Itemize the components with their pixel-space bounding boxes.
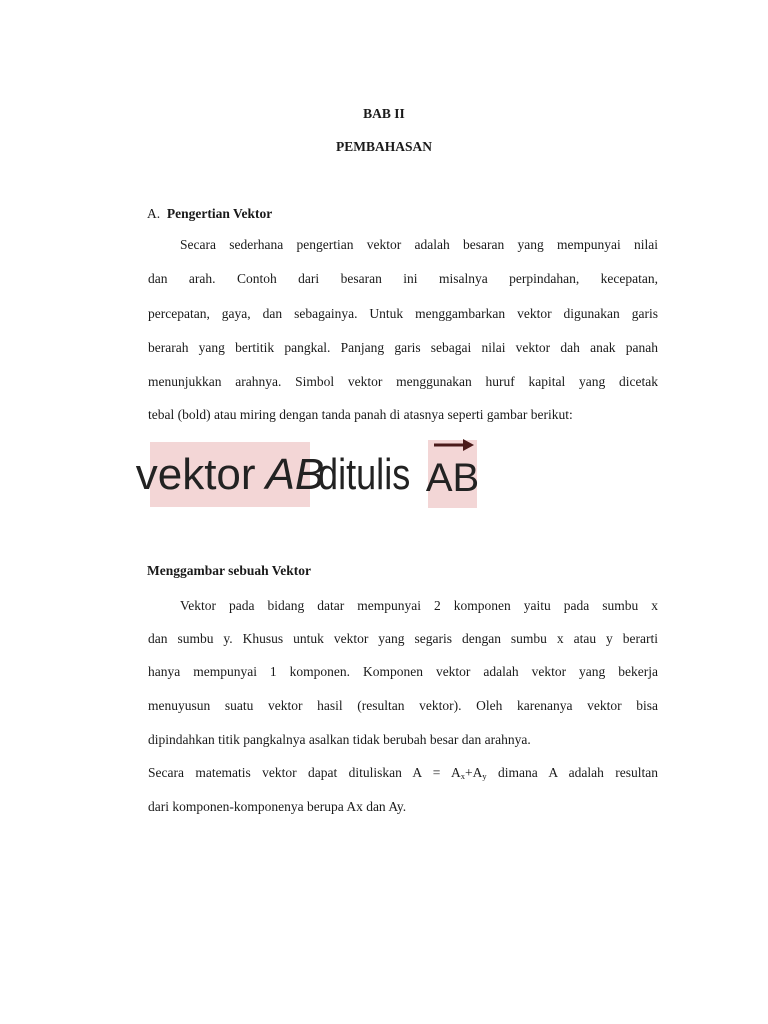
formula-after: dimana A adalah resultan (486, 765, 658, 780)
section-a-label: A. (147, 206, 161, 221)
formula-plus: +A (465, 765, 483, 780)
paragraph-line: dan sumbu y. Khusus untuk vektor yang segaris dengan sumbu x atau y berarti (148, 631, 658, 646)
section-b-title: Menggambar sebuah Vektor (147, 563, 312, 578)
formula-before: Secara matematis vektor dapat dituliskan A = A (148, 765, 461, 780)
figure-vektor-ab (135, 442, 325, 507)
paragraph-line: dan arah. Contoh dari besaran ini misalnya perpindahan, kecepatan, (148, 271, 658, 286)
section-a-title: Pengertian Vektor (166, 206, 273, 221)
figure-symbol-italic: AB (265, 449, 325, 499)
paragraph-line: berarah yang bertitik pangkal. Panjang garis sebagai nilai vektor dah anak panah (148, 340, 658, 355)
paragraph-line: Vektor pada bidang datar mempunyai 2 komponen yaitu pada sumbu x (180, 598, 658, 613)
section-a-heading (147, 206, 272, 222)
section-b-heading (147, 563, 311, 579)
paragraph-line: menunjukkan arahnya. Simbol vektor menggunakan huruf kapital yang dicetak (148, 374, 658, 389)
chapter-number: BAB II (363, 106, 405, 121)
figure-word-vektor: vektor (135, 449, 256, 499)
chapter-title: PEMBAHASAN (335, 139, 432, 154)
formula-line (148, 764, 658, 782)
paragraph-line: Secara sederhana pengertian vektor adalah besaran yang mempunyai nilai (180, 237, 658, 252)
right-arrow-icon (433, 436, 475, 452)
paragraph-line: tebal (bold) atau miring dengan tanda panah di atasnya seperti gambar berikut: (148, 407, 573, 422)
paragraph-line: menuyusun suatu vektor hasil (resultan vektor). Oleh karenanya vektor bisa (148, 698, 658, 713)
formula-sub-y: y (482, 771, 487, 781)
figure-word-ditulis: ditulis (318, 450, 411, 499)
paragraph-line: dari komponen-komponenya berupa Ax dan Ay. (148, 799, 407, 814)
paragraph-line: percepatan, gaya, dan sebagainya. Untuk menggambarkan vektor digunakan garis (148, 306, 658, 321)
paragraph-line: dipindahkan titik pangkalnya asalkan tidak berubah besar dan arahnya. (148, 732, 531, 747)
formula-sub-x: x (460, 771, 465, 781)
figure-symbol-arrow: AB (425, 455, 480, 500)
paragraph-line: hanya mempunyai 1 komponen. Komponen vektor adalah vektor yang bekerja (148, 664, 658, 679)
